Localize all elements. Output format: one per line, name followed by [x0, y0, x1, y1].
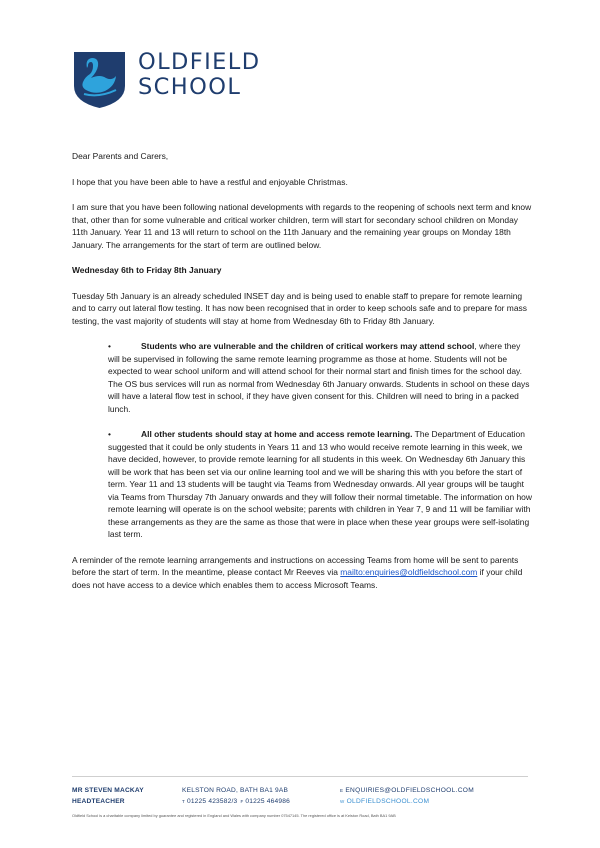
footer-website[interactable]: $^W$ OLDFIELDSCHOOL.COM — [340, 797, 430, 805]
headteacher-role: HEADTEACHER — [72, 797, 125, 805]
footer-signatory — [72, 786, 144, 807]
footer-contact — [340, 786, 474, 807]
bullet1-text: , where they will be supervised in following the same remote learning programme as those at home. Students will not be expected to wear school uniform and will attend school for their normal start and finish times for the school day. The OS bus services will run as normal from Wednesday 6th January onwards. Students in school on these days will have a lateral flow test in school, if they have given consent for this. Children will need to bring in a packed lunch. — [108, 341, 530, 414]
footer-divider — [72, 776, 528, 777]
footer-email[interactable]: $^E$ ENQUIRIES@OLDFIELDSCHOOL.COM — [340, 787, 474, 794]
headteacher-name: MR STEVEN MACKAY — [72, 787, 144, 794]
bullet1-bold: Students who are vulnerable and the children of critical workers may attend school — [141, 341, 475, 351]
letter-body — [72, 150, 532, 604]
school-address: KELSTON ROAD, BATH BA1 9AB — [182, 787, 289, 794]
footer-address — [182, 786, 290, 807]
bullet-remote-learning — [108, 428, 532, 541]
reminder-text-end: if your child does not have access to a device which enables them to access Microsoft Teams. — [72, 567, 523, 590]
greeting: Dear Parents and Carers, — [72, 151, 169, 161]
school-name-line1: OLDFIELD — [138, 49, 261, 75]
paragraph-reminder — [72, 554, 532, 592]
enquiries-email-link[interactable]: mailto:enquiries@oldfieldschool.com — [340, 567, 478, 577]
bullet-icon: • — [108, 429, 111, 439]
legal-notice: Oldfield School is a charitable company limited by guarantee and registered in England and Wales with company number 07547145. The registered office is at Kelston Road, Bath BA1 9AB — [72, 813, 396, 818]
bullet2-bold: All other students should stay at home and access remote learning. — [141, 429, 413, 439]
swan-shield-icon — [72, 50, 127, 110]
bullet-icon: • — [108, 341, 111, 351]
paragraph-reopening: I am sure that you have been following national developments with regards to the reopening of schools next term and know that, other than for some vulnerable and critical worker children, term will start for secondary school children on Monday 11th January. Year 11 and 13 will return to school on the 11th January and the remaining year groups on Monday 18th January. The arrangements for the start of term are outlined below. — [72, 202, 532, 250]
bullet-vulnerable-students — [108, 340, 532, 415]
school-name-line2: SCHOOL — [138, 74, 242, 100]
section-heading: Wednesday 6th to Friday 8th January — [72, 265, 222, 275]
paragraph-christmas: I hope that you have been able to have a restful and enjoyable Christmas. — [72, 176, 348, 187]
school-logo — [72, 50, 260, 110]
reminder-text: A reminder of the remote learning arrangements and instructions on accessing Teams from home will be sent to parents before the start of term. In the meantime, please contact Mr Reeves via — [72, 554, 519, 577]
phone-numbers: $^T$ 01225 423582/3 $^F$ 01225 464986 — [182, 797, 290, 805]
bullet2-text: The Department of Education suggested that it could be only students in Years 11 and 13 who would receive remote learning in this week, we have decided, however, to provide remote learning for all students in this week. On Wednesday 6th January this will be work that has been set via our online learning tool and we will be sharing this with you before the start of term. Year 11 and 13 students will be taught via Teams from Wednesday onwards. All year groups will be taught via Teams from Thursday 7th January onwards and they will follow their normal timetable. The information on how remote learning will operate is on the school website; parents with children in Year 7, 9 and 11 will be familiar with these arrangements as they are the same as those that were in place when these year groups were self-isolating last term. — [108, 429, 532, 539]
paragraph-inset: Tuesday 5th January is an already scheduled INSET day and is being used to enable staff to prepare for remote learning and to carry out lateral flow testing. It has now been recognised that in order to keep schools safe and to prepare for mass testing, the vast majority of students will stay at home from Wednesday 6th to Friday 8th January. — [72, 290, 527, 326]
